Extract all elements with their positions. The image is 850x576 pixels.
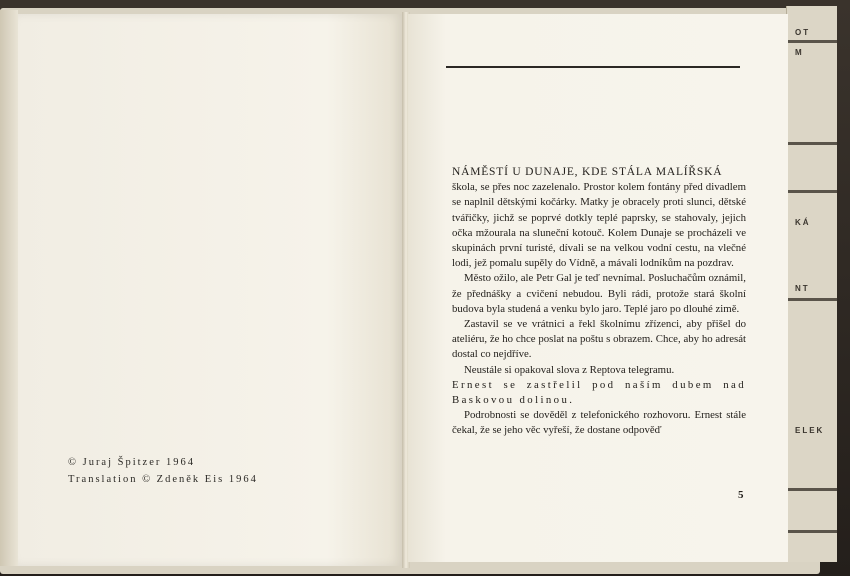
page-number: 5 — [738, 489, 744, 501]
paragraph: Neustále si opakoval slova z Reptova telegramu. — [464, 363, 675, 376]
copyright-author: © Juraj Špitzer 1964 — [68, 457, 196, 468]
paragraph: Město ožilo, ale Petr Gal je teď nevnímal. Posluchačům oznámil, že přednášky a cvičení nebudou. Byli rádi, protože stará školní budova byla studená a venku bylo jaro. Teplé jaro po dlouhé zimě. — [452, 272, 746, 315]
card-fragment: M — [795, 48, 804, 57]
opening-line — [452, 165, 746, 180]
copyright-translation: Translation © Zdeněk Eis 1964 — [68, 474, 258, 485]
card-fragment: KÁ — [795, 218, 811, 227]
paragraph: Zastavil se ve vrátnici a řekl školnímu zřízenci, aby přišel do ateliéru, že ho chce poslat na poštu s obrazem. Chce, aby ho adresát dostal co nejdříve. — [452, 318, 746, 361]
chapter-rule — [446, 66, 740, 68]
telegram-quote: Ernest se zastřelil pod naším dubem nad Baskovou dolinou. — [452, 378, 746, 407]
card-fragment: OT — [795, 28, 811, 37]
opening-caps: NÁMĚSTÍ U DUNAJE, KDE STÁLA MALÍŘSKÁ — [452, 166, 723, 178]
copyright-notice — [68, 454, 258, 488]
bookmark-card — [786, 6, 837, 562]
card-fragment: NT — [795, 284, 810, 293]
paragraph: Podrobnosti se dověděl z telefonického rozhovoru. Ernest stále čekal, že se jeho věc vyřeší, že dostane odpověď — [452, 409, 746, 437]
card-fragment: ELEK — [795, 426, 825, 435]
book-side-strip — [0, 10, 18, 566]
paragraph: škola, se přes noc zazelenalo. Prostor kolem fontány před divadlem se naplnil dětskými kočárky. Matky je obracely proti slunci, dětské tvářičky, jichž se poprvé dotkly teplé paprsky, se stahovaly, jejich očka mžourala na sluneční kotouč. Kolem Dunaje se procházeli ve skupinách první turisté, dívali se na velkou vodní cestu, na vlečné lodi, jež pomalu supěly do Vídně, a mávali lodníkům na pozdrav. — [452, 181, 746, 270]
chapter-text — [452, 165, 746, 439]
